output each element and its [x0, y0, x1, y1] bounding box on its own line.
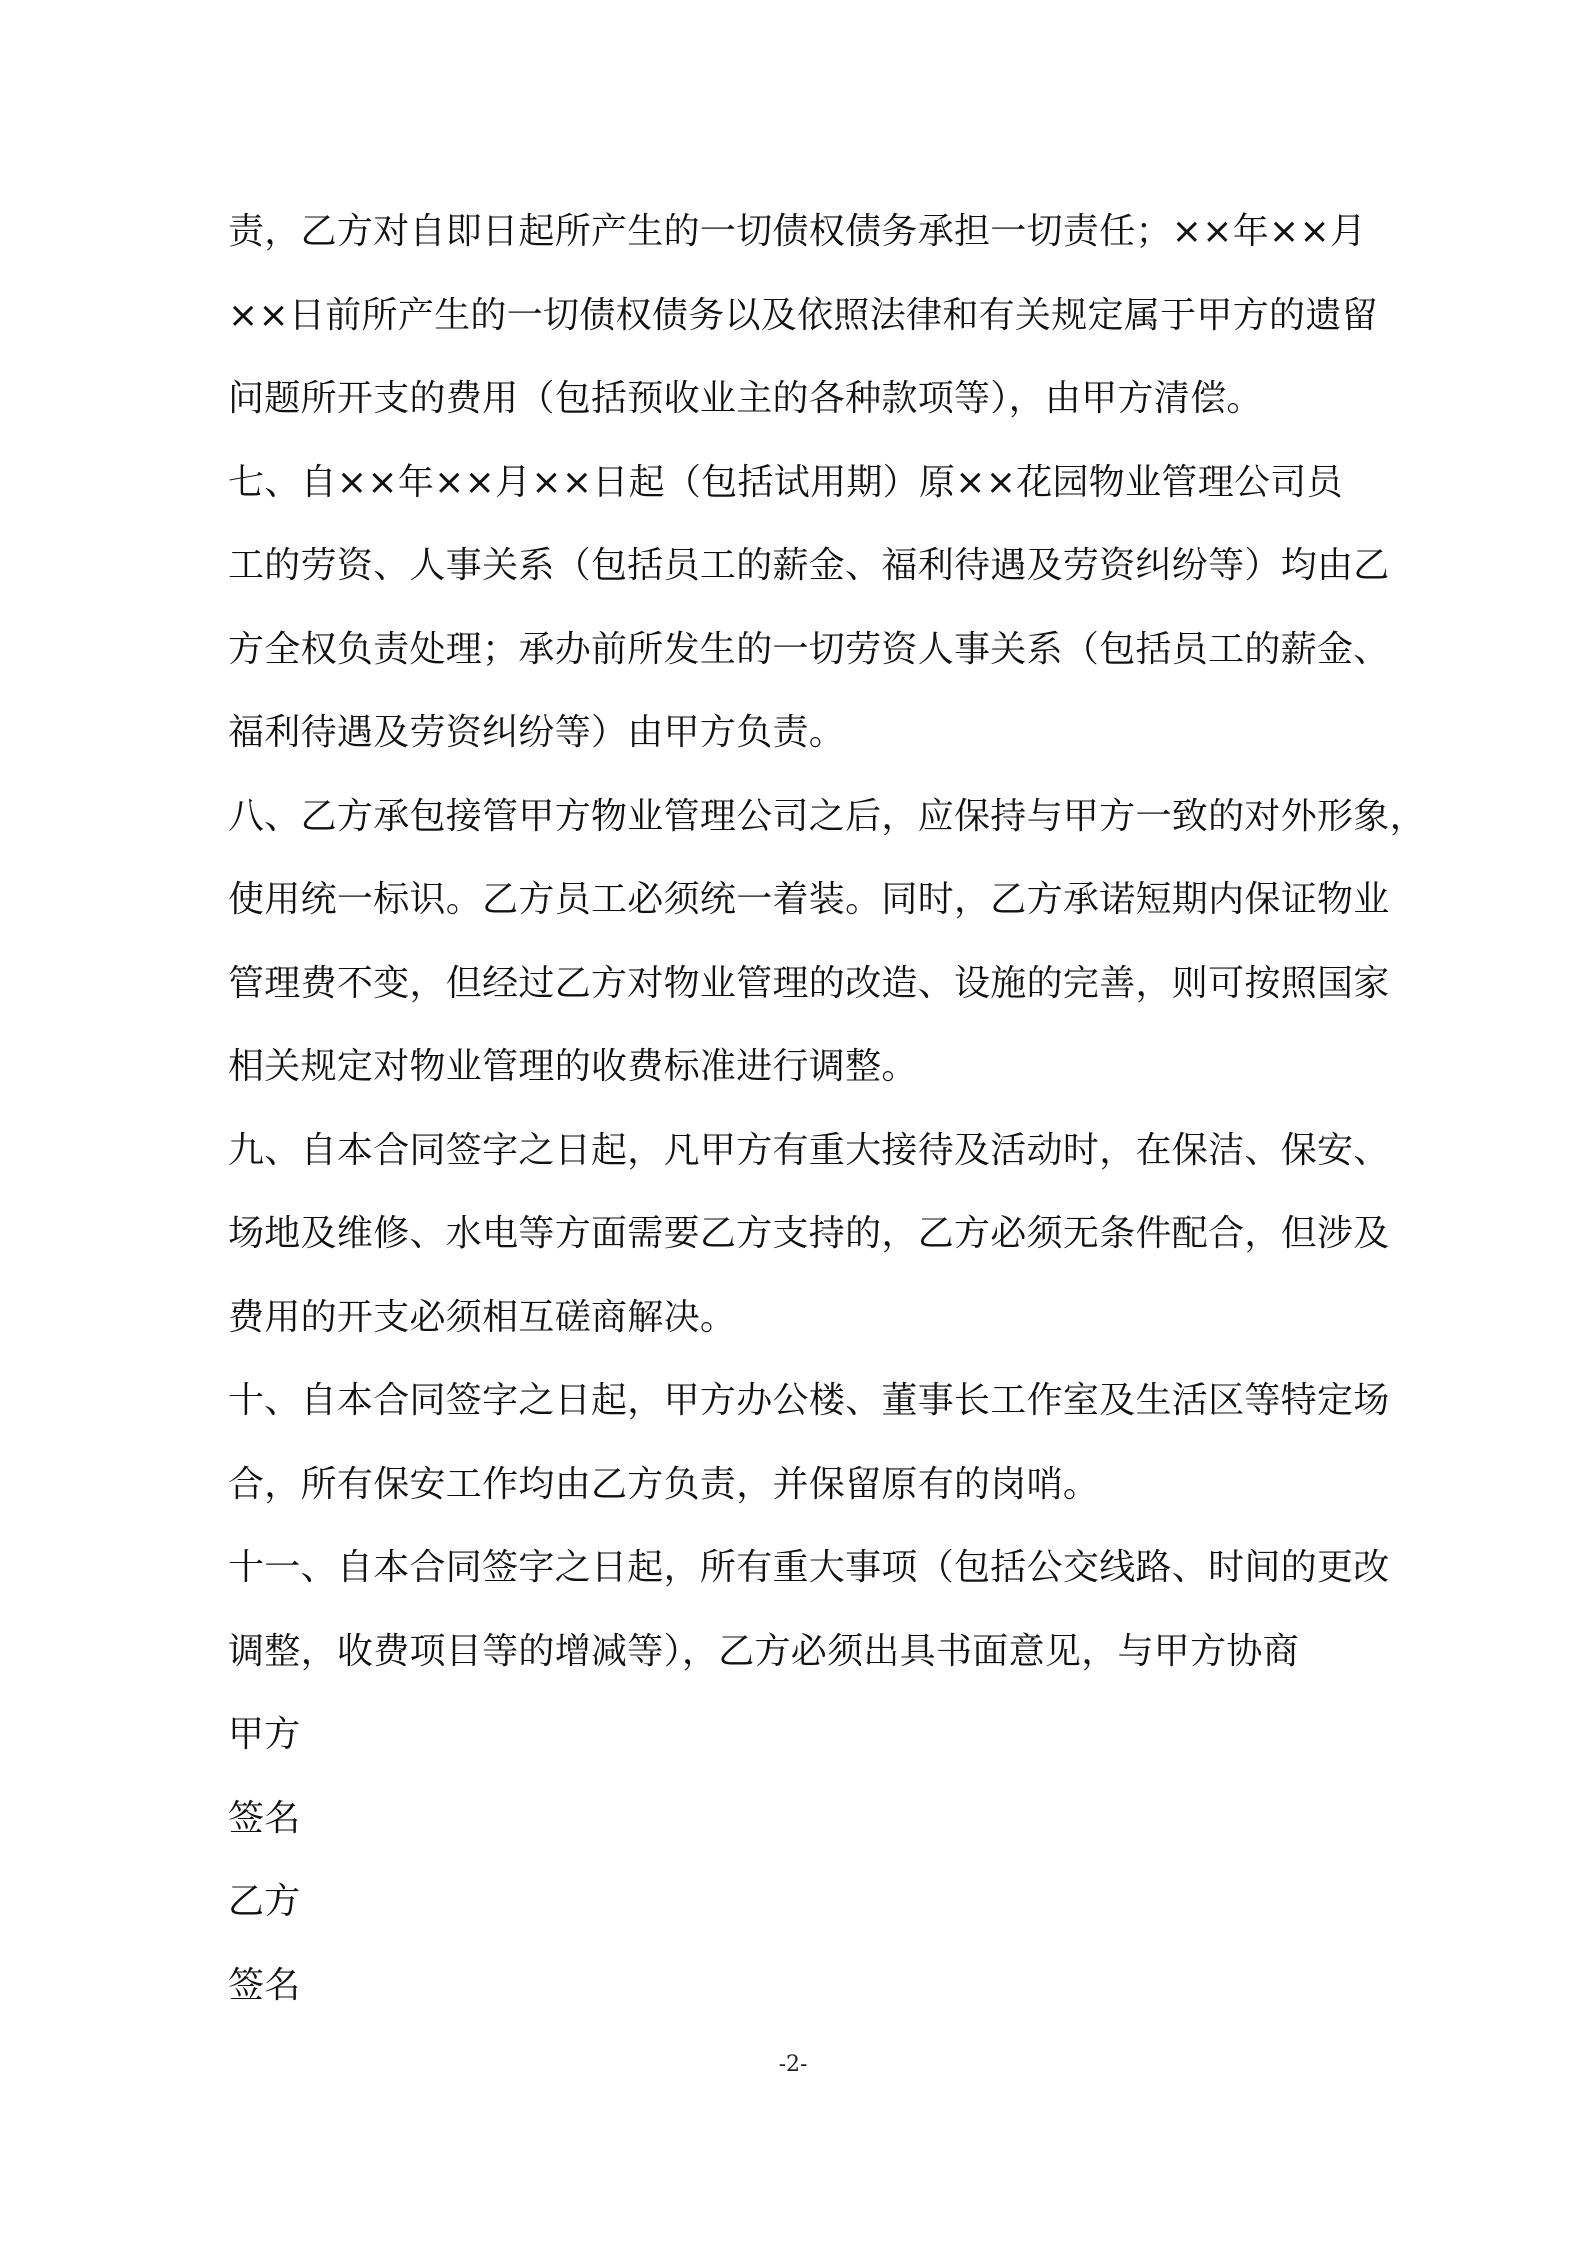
document-body — [228, 190, 1448, 2027]
clause-7-line: 七、自××年××月××日起（包括试用期）原××花园物业管理公司员 — [228, 461, 1343, 503]
text-line: 管理费不变，但经过乙方对物业管理的改造、设施的完善，则可按照国家 — [228, 962, 1390, 1004]
text-line: 调整，收费项目等的增减等），乙方必须出具书面意见，与甲方协商 — [228, 1630, 1300, 1672]
text-line: 费用的开支必须相互磋商解决。 — [228, 1296, 737, 1338]
text-line: 福利待遇及劳资纠纷等）由甲方负责。 — [228, 712, 846, 753]
text-line: 使用统一标识。乙方员工必须统一着装。同时，乙方承诺短期内保证物业 — [228, 879, 1390, 920]
text-line: 合，所有保安工作均由乙方负责，并保留原有的岗哨。 — [228, 1463, 1100, 1505]
clause-11-line: 十一、自本合同签字之日起，所有重大事项（包括公交线路、时间的更改 — [228, 1547, 1390, 1588]
clause-8-line: 八、乙方承包接管甲方物业管理公司之后，应保持与甲方一致的对外形象， — [228, 795, 1426, 837]
party-a-label: 甲方 — [228, 1714, 301, 1755]
text-line: 相关规定对物业管理的收费标准进行调整。 — [228, 1046, 918, 1087]
clause-9-line: 九、自本合同签字之日起，凡甲方有重大接待及活动时，在保洁、保安、 — [228, 1129, 1390, 1171]
party-b-label: 乙方 — [228, 1881, 301, 1922]
text-line: 问题所开支的费用（包括预收业主的各种款项等），由甲方清偿。 — [228, 378, 1263, 419]
clause-10-line: 十、自本合同签字之日起，甲方办公楼、董事长工作室及生活区等特定场 — [228, 1380, 1390, 1421]
page-number: -2- — [778, 2052, 808, 2077]
party-a-signature-label: 签名 — [228, 1797, 301, 1839]
text-line: 方全权负责处理；承办前所发生的一切劳资人事关系（包括员工的薪金、 — [228, 628, 1390, 670]
text-line: ××日前所产生的一切债权债务以及依照法律和有关规定属于甲方的遗留 — [228, 294, 1378, 336]
text-line: 工的劳资、人事关系（包括员工的薪金、福利待遇及劳资纠纷等）均由乙 — [228, 545, 1390, 586]
text-line: 场地及维修、水电等方面需要乙方支持的，乙方必须无条件配合，但涉及 — [228, 1213, 1390, 1254]
text-line: 责，乙方对自即日起所产生的一切债权债务承担一切责任；××年××月 — [228, 211, 1367, 252]
party-b-signature-label: 签名 — [228, 1964, 301, 2006]
